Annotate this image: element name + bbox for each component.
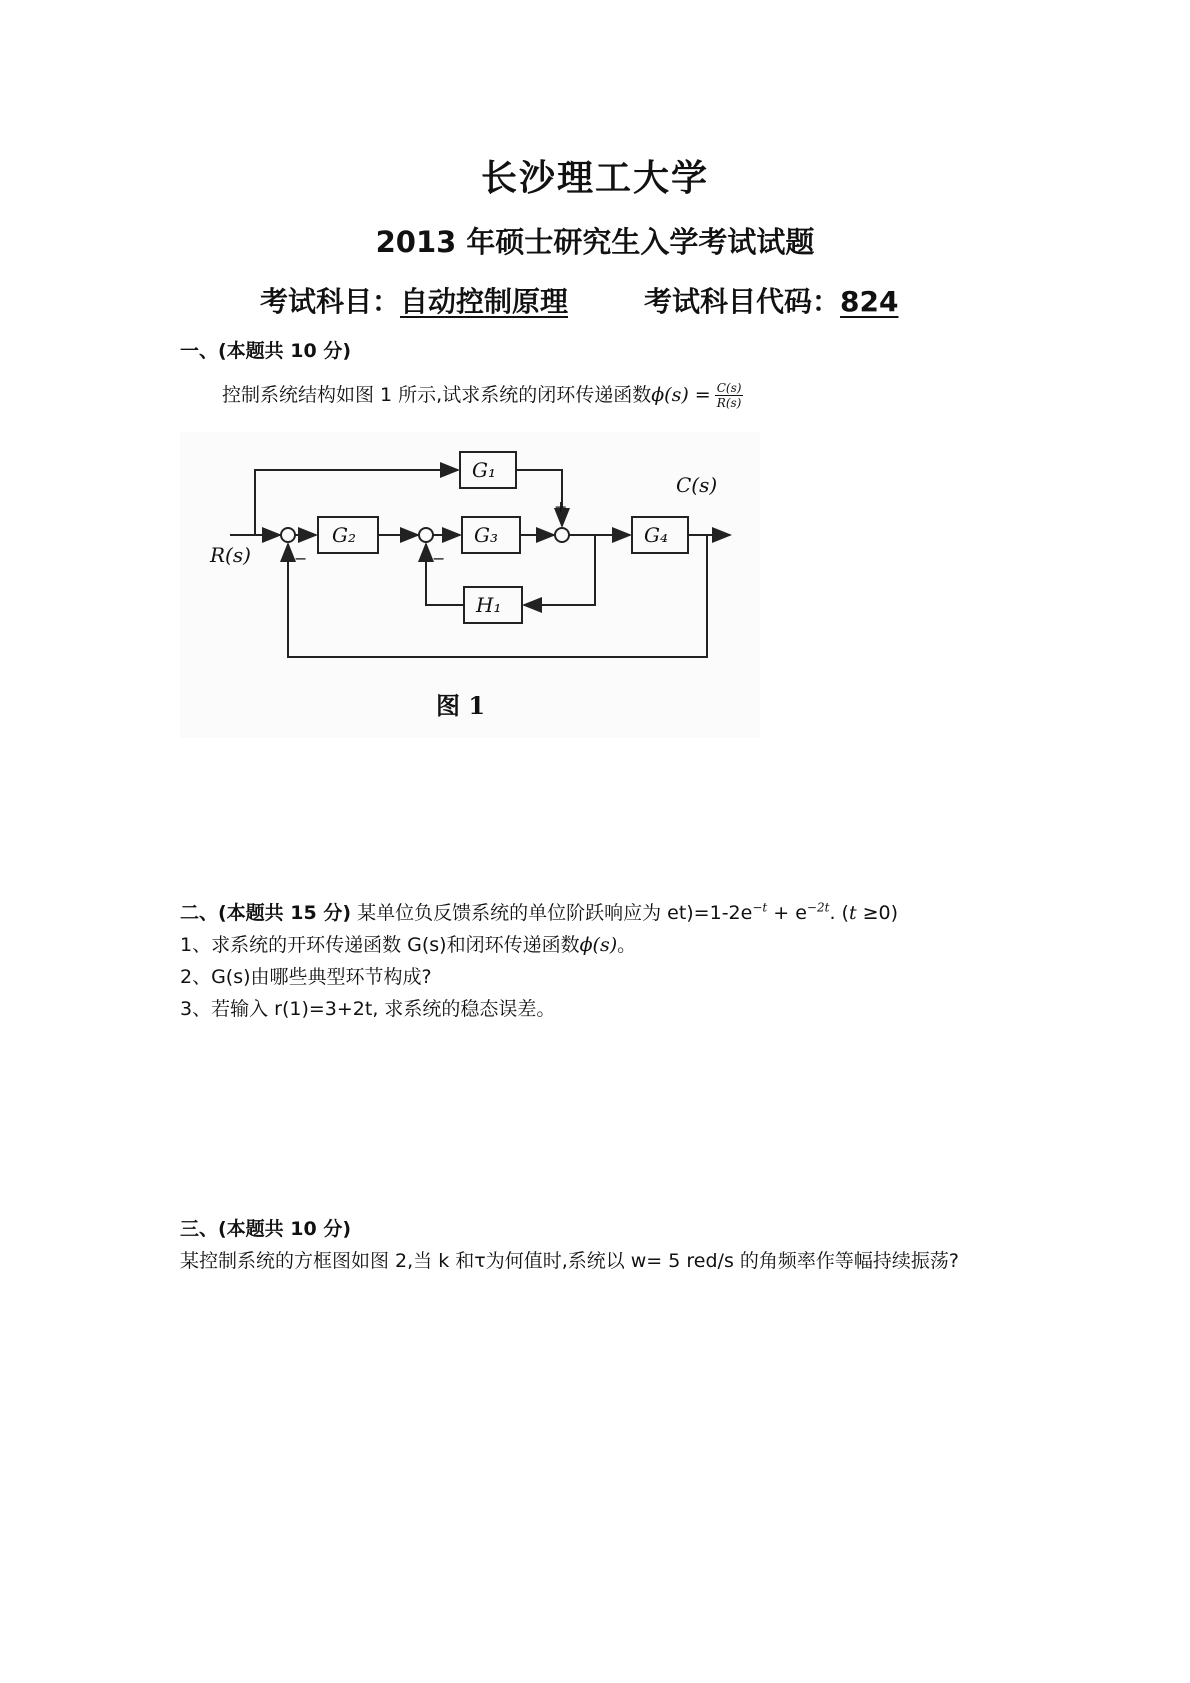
sign-plus-g1: + (554, 497, 568, 516)
subject-value: 自动控制原理 (400, 285, 569, 318)
label-h1: H₁ (476, 593, 502, 617)
sign-minus-outer: − (294, 549, 308, 568)
q2-item-1-math: ϕ(s) (579, 934, 618, 956)
q2-exp2: −2t (806, 900, 830, 915)
code-label: 考试科目代码： (644, 285, 841, 318)
figure-1-block-diagram (180, 432, 760, 738)
q1-text (222, 380, 743, 410)
label-g2: G₂ (332, 523, 356, 547)
exam-title: 2013 年硕士研究生入学考试试题 (375, 225, 815, 259)
q2-tail: . ( (829, 902, 849, 924)
sum-junction-1 (281, 528, 295, 542)
q2-item-1-end: 。 (617, 934, 637, 956)
q1-frac-num: C(s) (716, 381, 742, 395)
q1-frac-den: R(s) (716, 396, 742, 410)
subject-label: 考试科目： (260, 285, 401, 318)
subject-line (260, 280, 899, 320)
q3-heading: 三、(本题共 10 分) (180, 1218, 352, 1240)
q1-heading: 一、(本题共 10 分) (180, 340, 352, 362)
q1-question: 控制系统结构如图 1 所示,试求系统的闭环传递函数 (222, 384, 652, 406)
q2-item-1 (180, 930, 636, 957)
university-title: 长沙理工大学 (480, 158, 709, 199)
q2-cond-rest: ≥0) (856, 902, 899, 924)
q2-exp1: −t (752, 900, 768, 915)
q2-item-2: 2、G(s)由哪些典型环节构成? (180, 966, 432, 988)
label-output: C(s) (676, 473, 718, 497)
sum-junction-3 (555, 528, 569, 542)
sum-junction-2 (419, 528, 433, 542)
sign-minus-inner: − (432, 549, 446, 568)
label-g3: G₃ (474, 523, 498, 547)
label-input: R(s) (210, 543, 251, 567)
q2-line (180, 898, 898, 925)
label-g1: G₁ (472, 458, 496, 482)
q2-cond: t (848, 902, 857, 924)
q1-fraction (715, 381, 744, 410)
q2-intro: 某单位负反馈系统的单位阶跃响应为 et)=1-2e (357, 902, 753, 924)
code-value: 824 (840, 285, 899, 318)
q2-mid: + e (767, 902, 807, 924)
q2-heading: 二、(本题共 15 分) (180, 902, 352, 924)
q2-item-3: 3、若输入 r(1)=3+2t, 求系统的稳态误差。 (180, 998, 556, 1020)
label-g4: G₄ (644, 523, 668, 547)
q3-text: 某控制系统的方框图如图 2,当 k 和τ为何值时,系统以 w= 5 red/s 的角频率作等幅持续振荡? (180, 1250, 959, 1272)
q1-phi: ϕ(s) = (651, 384, 711, 406)
figure-caption: 图 1 (436, 691, 486, 720)
q2-item-1-text: 1、求系统的开环传递函数 G(s)和闭环传递函数 (180, 934, 580, 956)
